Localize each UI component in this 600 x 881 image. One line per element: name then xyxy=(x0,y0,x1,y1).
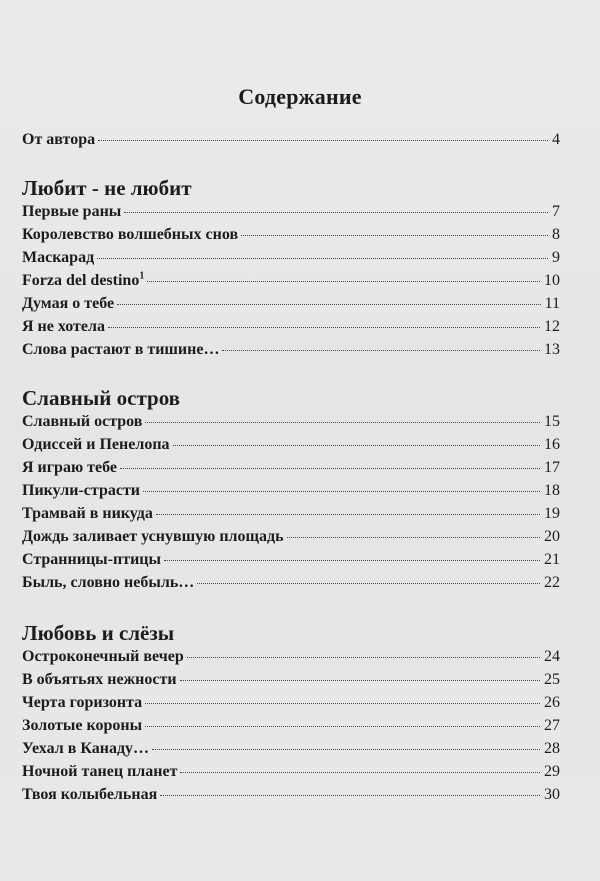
toc-entry[interactable] xyxy=(22,528,560,550)
toc-entry[interactable] xyxy=(22,786,560,808)
toc-entry[interactable] xyxy=(22,436,560,458)
dot-leader xyxy=(164,560,540,561)
dot-leader xyxy=(98,140,548,141)
toc-page-number: 13 xyxy=(544,341,560,358)
toc-entry-label: Одиссей и Пенелопа xyxy=(22,436,170,453)
toc-page-number: 26 xyxy=(544,694,560,711)
toc-entry-label: В объятьях нежности xyxy=(22,671,177,688)
toc-page-number: 20 xyxy=(544,528,560,545)
dot-leader xyxy=(145,726,540,727)
toc-entry[interactable] xyxy=(22,203,560,225)
section-heading: Любовь и слёзы xyxy=(22,621,175,645)
toc-entry[interactable] xyxy=(22,648,560,670)
toc-page-number: 7 xyxy=(552,203,560,220)
toc-entry[interactable] xyxy=(22,505,560,527)
toc-page-number: 29 xyxy=(544,763,560,780)
toc-entry-label: Твоя колыбельная xyxy=(22,786,158,803)
toc-entry[interactable] xyxy=(22,717,560,739)
dot-leader xyxy=(147,281,540,282)
toc-page-number: 8 xyxy=(552,226,560,243)
dot-leader xyxy=(143,491,540,492)
section-heading: Славный остров xyxy=(22,386,181,410)
toc-page-number: 11 xyxy=(544,295,560,312)
toc-entry-label: Думая о тебе xyxy=(22,295,115,312)
toc-page-number: 16 xyxy=(544,436,560,453)
toc-entry-label-text: Forza del destino xyxy=(22,272,140,289)
toc-entry-label xyxy=(22,272,144,290)
toc-entry[interactable] xyxy=(22,341,560,363)
toc-entry-label: Первые раны xyxy=(22,203,122,220)
toc-page-number: 22 xyxy=(544,574,560,591)
toc-page-number: 30 xyxy=(544,786,560,803)
dot-leader xyxy=(124,212,548,213)
toc-page-number: 9 xyxy=(552,249,560,266)
toc-page-number: 19 xyxy=(544,505,560,522)
dot-leader xyxy=(197,583,540,584)
toc-page-number: 12 xyxy=(544,318,560,335)
dot-leader xyxy=(97,258,548,259)
toc-entry[interactable] xyxy=(22,482,560,504)
toc-entry-label: Остроконечный вечер xyxy=(22,648,184,665)
toc-entry[interactable] xyxy=(22,295,560,317)
toc-entry-label: Уехал в Канаду… xyxy=(22,740,150,757)
toc-entry-label: Золотые короны xyxy=(22,717,143,734)
toc-entry-label: Черта горизонта xyxy=(22,694,143,711)
dot-leader xyxy=(108,327,540,328)
toc-entry-label: Я не хотела xyxy=(22,318,105,335)
toc-entry[interactable] xyxy=(22,272,560,294)
section-heading: Любит - не любит xyxy=(22,176,192,200)
toc-page-number: 17 xyxy=(544,459,560,476)
toc-entry-label: Ночной танец планет xyxy=(22,763,178,780)
dot-leader xyxy=(287,537,540,538)
toc-entry-label: Слова растают в тишине… xyxy=(22,341,220,358)
toc-entry-intro[interactable] xyxy=(22,131,560,153)
dot-leader xyxy=(145,422,540,423)
toc-page-number: 24 xyxy=(544,648,560,665)
toc-entry-label: Дождь заливает уснувшую площадь xyxy=(22,528,284,545)
dot-leader xyxy=(160,795,540,796)
toc-entry[interactable] xyxy=(22,551,560,573)
toc-entry[interactable] xyxy=(22,574,560,596)
footnote-marker: 1 xyxy=(139,270,145,282)
toc-entry[interactable] xyxy=(22,459,560,481)
toc-entry-label: Маскарад xyxy=(22,249,95,266)
dot-leader xyxy=(117,304,541,305)
toc-entry-label: Славный остров xyxy=(22,413,143,430)
dot-leader xyxy=(120,468,540,469)
toc-page-number: 4 xyxy=(552,131,560,148)
dot-leader xyxy=(187,657,540,658)
toc-entry[interactable] xyxy=(22,249,560,271)
toc-entry-label: Я играю тебе xyxy=(22,459,118,476)
dot-leader xyxy=(180,772,540,773)
toc-entry[interactable] xyxy=(22,413,560,435)
dot-leader xyxy=(222,350,540,351)
toc-entry[interactable] xyxy=(22,671,560,693)
toc-entry[interactable] xyxy=(22,763,560,785)
dot-leader xyxy=(180,680,540,681)
toc-entry[interactable] xyxy=(22,740,560,762)
toc-entry[interactable] xyxy=(22,226,560,248)
toc-page-number: 10 xyxy=(544,272,560,289)
toc-entry[interactable] xyxy=(22,318,560,340)
toc-page-number: 27 xyxy=(544,717,560,734)
toc-entry-label: От автора xyxy=(22,131,96,148)
dot-leader xyxy=(152,749,540,750)
dot-leader xyxy=(173,445,540,446)
toc-entry-label: Странницы-птицы xyxy=(22,551,161,568)
toc-entry-label: Быль, словно небыль… xyxy=(22,574,195,591)
toc-entry-label: Пикули-страсти xyxy=(22,482,141,499)
toc-page-number: 15 xyxy=(544,413,560,430)
toc-page-number: 21 xyxy=(544,551,560,568)
toc-entry-label: Трамвай в никуда xyxy=(22,505,153,522)
toc-entry[interactable] xyxy=(22,694,560,716)
toc-page-number: 18 xyxy=(544,482,560,499)
page-title: Содержание xyxy=(238,84,362,109)
dot-leader xyxy=(241,235,548,236)
dot-leader xyxy=(156,514,540,515)
dot-leader xyxy=(145,703,540,704)
toc-page-number: 28 xyxy=(544,740,560,757)
toc-entry-label: Королевство волшебных снов xyxy=(22,226,239,243)
toc-page-number: 25 xyxy=(544,671,560,688)
